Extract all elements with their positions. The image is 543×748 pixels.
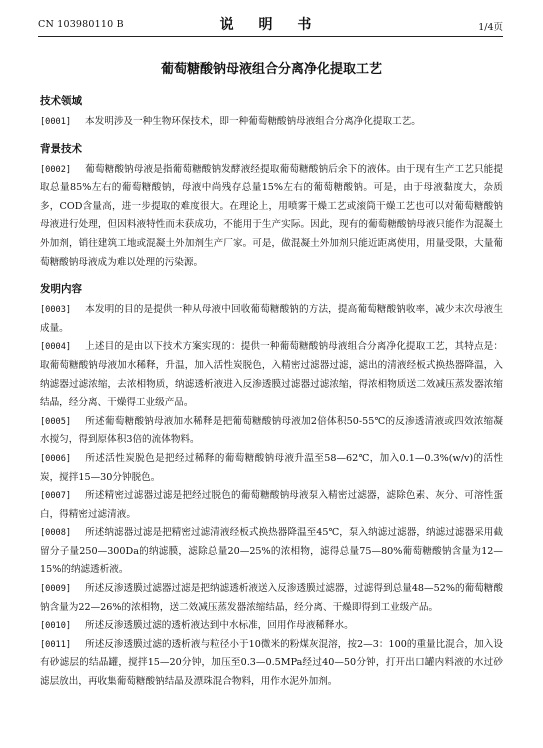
paragraph-number: [0006] <box>40 453 72 464</box>
paragraph <box>40 487 503 524</box>
page-indicator: 1/4页 <box>478 22 503 33</box>
paragraph-number: [0010] <box>40 621 72 632</box>
paragraph-text: 葡萄糖酸钠母液是指葡萄糖酸钠发酵液经提取葡萄糖酸钠后余下的液体。由于现有生产工艺只能提取总量85%左右的葡萄糖酸钠，母液中尚残存总量15%左右的葡萄糖酸钠。可是，由于母液黏度大，杂质多，COD含量高，进一步提取的难度很大。在理论上，用喷雾干燥工艺或滚筒干燥工艺也可以对葡萄糖酸钠母液进行处理，但因料液特性而未获成功，不能用于生产实际。因此，现有的葡萄糖酸钠母液只能作为混凝土外加剂，销往建筑工地或混凝土外加剂生产厂家。可是，做混凝土外加剂只能近距离使用，用量受限，大量葡萄糖酸钠母液成为难以处理的污染源。 <box>40 163 503 268</box>
paragraph <box>40 161 503 273</box>
paragraph-number: [0001] <box>40 117 72 127</box>
paragraph-number: [0003] <box>40 305 72 316</box>
document-body <box>40 94 503 692</box>
paragraph-text: 所述反渗透膜过滤器过滤是把纳滤透析液送入反渗透膜过滤器，过滤得到总量48—52%的葡萄糖酸钠含量为22—26%的浓相物，送二效减压蒸发器浓缩结晶，经分离、干燥即得到工业级产品。 <box>40 583 503 613</box>
paragraph-text: 所述葡萄糖酸钠母液加水稀释是把葡萄糖酸钠母液加2倍体积50-55℃的反渗透清液或四效浓缩凝水搅匀，得到原体积3倍的流体物料。 <box>40 415 503 446</box>
paragraph <box>40 113 503 132</box>
paragraph-text: 本发明涉及一种生物环保技术，即一种葡萄糖酸钠母液组合分离净化提取工艺。 <box>85 116 421 127</box>
paragraph-text: 所述纳滤器过滤是把精密过滤清液经板式换热器降温至45℃，泵入纳滤过滤器，纳滤过滤器采用截留分子量250—300Da的纳滤膜，滤除总量20—25%的浓相物，滤得总量75—80%葡萄糖酸钠含量为12—15%的纳滤透析液。 <box>40 527 503 576</box>
section-heading: 技术领域 <box>40 95 82 107</box>
paragraph-text: 本发明的目的是提供一种从母液中回收葡萄糖酸钠的方法，提高葡萄糖酸钠收率，减少末次母液生成量。 <box>40 304 503 334</box>
paragraph-number: [0004] <box>40 342 72 353</box>
paragraph <box>40 636 503 692</box>
paragraph <box>40 301 503 338</box>
paragraph-number: [0005] <box>40 416 72 427</box>
paragraph-number: [0011] <box>40 639 72 650</box>
paragraph-number: [0008] <box>40 528 72 539</box>
paragraph-text: 所述精密过滤器过滤是把经过脱色的葡萄糖酸钠母液泵入精密过滤器，滤除色素、灰分、可溶性蛋白，得精密过滤清液。 <box>40 490 503 520</box>
section-heading: 背景技术 <box>40 142 82 155</box>
paragraph-text: 所述反渗透膜过滤的透析液达到中水标准，回用作母液稀释水。 <box>85 620 354 632</box>
page-header <box>38 12 503 34</box>
header-rule <box>38 36 503 37</box>
paragraph-number: [0007] <box>40 491 72 502</box>
doc-type-label: 说 明 书 <box>219 17 322 33</box>
paragraph-text: 上述目的是由以下技术方案实现的：提供一种葡萄糖酸钠母液组合分离净化提取工艺，其特点是：取葡萄糖酸钠母液加水稀释，升温，加入活性炭脱色，入精密过滤器过滤，滤出的清液经板式换热器降温，入纳滤器过滤浓缩，去浓相物质，纳滤透析液进入反渗透膜过滤器过滤浓缩，得浓相物质送二效减压蒸发器浓缩结晶，经分离、干燥得工业级产品。 <box>40 341 503 409</box>
paragraph <box>40 524 503 580</box>
paragraph <box>40 338 503 412</box>
paragraph <box>40 450 503 487</box>
paragraph-text: 所述活性炭脱色是把经过稀释的葡萄糖酸钠母液升温至58—62℃，加入0.1—0.3%(w/v)的活性炭，搅拌15—30分钟脱色。 <box>40 452 503 483</box>
paragraph <box>40 617 503 636</box>
patent-number: CN 103980110 B <box>38 19 124 30</box>
paragraph <box>40 580 503 617</box>
document-title: 葡萄糖酸钠母液组合分离净化提取工艺 <box>160 62 382 77</box>
paragraph <box>40 413 503 450</box>
paragraph-text: 所述反渗透膜过滤的透析液与粒径小于10微米的粉煤灰混溶，按2—3：100的重量比混合，加入设有砂滤层的结晶罐，搅拌15—20分钟，加压至0.3—0.5MPa经过40—50分钟，打开出口罐内料液的水过砂滤层放出，再收集葡萄糖酸钠结晶及漂珠混合物料，用作水泥外加剂。 <box>40 638 503 688</box>
section-heading: 发明内容 <box>40 283 82 296</box>
paragraph-number: [0002] <box>40 164 72 175</box>
paragraph-number: [0009] <box>40 584 72 595</box>
